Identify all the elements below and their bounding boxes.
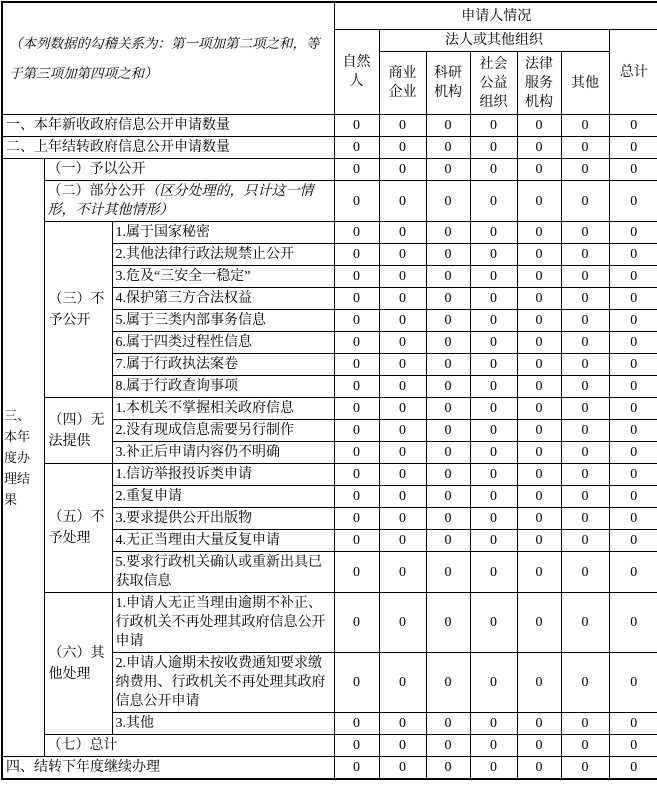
value-cell: 0 (426, 552, 470, 593)
value-cell: 0 (379, 181, 426, 222)
table-row (2, 593, 657, 653)
value-cell: 0 (609, 713, 657, 735)
row-label-process-info (112, 332, 334, 354)
value-cell: 0 (561, 376, 609, 398)
value-cell: 0 (426, 137, 470, 159)
value-cell: 0 (426, 332, 470, 354)
value-cell: 0 (334, 137, 379, 159)
value-cell: 0 (426, 442, 470, 464)
column-header-research-institution: 科研机构 (426, 52, 470, 115)
value-cell: 0 (517, 442, 561, 464)
column-header-total: 总计 (609, 30, 657, 115)
value-cell: 0 (517, 420, 561, 442)
value-cell: 0 (517, 354, 561, 376)
value-cell: 0 (426, 464, 470, 486)
table-row (2, 137, 657, 159)
value-cell: 0 (426, 115, 470, 137)
value-cell: 0 (379, 653, 426, 713)
row-label-disclosed (44, 159, 334, 181)
value-cell: 0 (470, 420, 517, 442)
value-cell: 0 (470, 530, 517, 552)
value-cell: 0 (334, 332, 379, 354)
row-label-text: （四）无法提供 (48, 412, 105, 449)
value-cell: 0 (470, 757, 517, 780)
value-cell: 0 (334, 115, 379, 137)
value-cell: 0 (470, 115, 517, 137)
column-header-public-welfare-org: 社会公益组织 (470, 52, 517, 115)
value-cell: 0 (517, 735, 561, 757)
value-cell: 0 (379, 266, 426, 288)
value-cell: 0 (379, 486, 426, 508)
row-label-text: （五）不予处理 (48, 510, 105, 546)
value-cell: 0 (561, 288, 609, 310)
value-cell: 0 (426, 653, 470, 713)
value-cell: 0 (426, 266, 470, 288)
row-label-internal-affairs (112, 310, 334, 332)
value-cell: 0 (609, 464, 657, 486)
value-cell: 0 (517, 593, 561, 653)
value-cell: 0 (561, 552, 609, 593)
value-cell: 0 (470, 159, 517, 181)
row-label-prohibited-by-law (112, 244, 334, 266)
value-cell: 0 (379, 159, 426, 181)
value-cell: 0 (379, 137, 426, 159)
value-cell: 0 (609, 244, 657, 266)
value-cell: 0 (470, 398, 517, 420)
value-cell: 0 (561, 137, 609, 159)
value-cell: 0 (334, 222, 379, 244)
value-cell: 0 (561, 115, 609, 137)
row-label-text: （三）不予公开 (48, 291, 105, 328)
row-label-text: 7.属于行政执法案卷 (115, 357, 238, 372)
value-cell: 0 (334, 508, 379, 530)
value-cell: 0 (470, 288, 517, 310)
subsection-other-handling-label (44, 593, 112, 735)
value-cell: 0 (334, 530, 379, 552)
row-label-text: 一、本年新收政府信息公开申请数量 (6, 118, 230, 133)
value-cell: 0 (517, 757, 561, 780)
column-header-commercial-enterprise: 商业企业 (379, 52, 426, 115)
table-header (2, 2, 657, 115)
value-cell: 0 (561, 222, 609, 244)
value-cell: 0 (426, 159, 470, 181)
row-label-admin-inquiry (112, 376, 334, 398)
row-label-text: 2.重复申请 (115, 489, 182, 504)
value-cell: 0 (426, 735, 470, 757)
value-cell: 0 (517, 376, 561, 398)
value-cell: 0 (334, 266, 379, 288)
value-cell: 0 (561, 266, 609, 288)
value-cell: 0 (426, 713, 470, 735)
table-row (2, 757, 657, 780)
value-cell: 0 (379, 115, 426, 137)
table-row (2, 398, 657, 420)
value-cell: 0 (609, 137, 657, 159)
row-label-enforcement-files (112, 354, 334, 376)
column-header-natural-person: 自然人 (334, 30, 379, 115)
value-cell: 0 (561, 593, 609, 653)
row-label-text: 4.保护第三方合法权益 (115, 291, 252, 306)
row-label-subtotal (44, 735, 334, 757)
value-cell: 0 (470, 266, 517, 288)
value-cell: 0 (561, 464, 609, 486)
row-label-text: 三、本年度办理结果 (4, 408, 31, 507)
value-cell: 0 (426, 420, 470, 442)
value-cell: 0 (334, 244, 379, 266)
value-cell: 0 (334, 464, 379, 486)
row-label-text: 6.属于四类过程性信息 (115, 335, 252, 350)
value-cell: 0 (561, 420, 609, 442)
table-row (2, 222, 657, 244)
value-cell: 0 (426, 310, 470, 332)
value-cell: 0 (334, 735, 379, 757)
row-label-text: 5.属于三类内部事务信息 (115, 313, 266, 328)
header-row-top (2, 2, 657, 30)
value-cell: 0 (470, 137, 517, 159)
value-cell: 0 (470, 593, 517, 653)
value-cell: 0 (609, 735, 657, 757)
value-cell: 0 (426, 508, 470, 530)
table-row (2, 735, 657, 757)
value-cell: 0 (561, 442, 609, 464)
value-cell: 0 (609, 593, 657, 653)
value-cell: 0 (379, 310, 426, 332)
value-cell: 0 (470, 552, 517, 593)
row-label-duplicate-request (112, 486, 334, 508)
row-label-text: 二、上年结转政府信息公开申请数量 (6, 140, 230, 155)
value-cell: 0 (517, 508, 561, 530)
value-cell: 0 (561, 310, 609, 332)
value-cell: 0 (379, 420, 426, 442)
value-cell: 0 (334, 398, 379, 420)
row-label-overdue-no-correction (112, 593, 334, 653)
table-body (2, 115, 657, 780)
value-cell: 0 (426, 757, 470, 780)
value-cell: 0 (426, 486, 470, 508)
value-cell: 0 (379, 354, 426, 376)
value-cell: 0 (517, 181, 561, 222)
value-cell: 0 (609, 159, 657, 181)
value-cell: 0 (379, 398, 426, 420)
value-cell: 0 (470, 735, 517, 757)
value-cell: 0 (609, 398, 657, 420)
row-label-text: 8.属于行政查询事项 (115, 379, 238, 394)
value-cell: 0 (470, 486, 517, 508)
value-cell: 0 (561, 713, 609, 735)
row-label-still-unclear (112, 442, 334, 464)
row-label-text: （二）部分公开 (47, 184, 146, 199)
value-cell: 0 (517, 552, 561, 593)
applicant-status-header: 申请人情况 (334, 2, 657, 30)
row-label-text: 2.没有现成信息需要另行制作 (115, 423, 294, 438)
value-cell: 0 (517, 486, 561, 508)
row-label-unpaid-fees (112, 653, 334, 713)
row-label-third-party-rights (112, 288, 334, 310)
row-label-other (112, 713, 334, 735)
value-cell: 0 (561, 398, 609, 420)
value-cell: 0 (609, 115, 657, 137)
row-label-reconfirm-info (112, 552, 334, 593)
value-cell: 0 (334, 757, 379, 780)
row-label-text: 3.补正后申请内容仍不明确 (115, 445, 280, 460)
row-label-text: 1.申请人无正当理由逾期不补正、行政机关不再处理其政府信息公开申请 (115, 596, 326, 649)
row-label-carried-over (2, 137, 334, 159)
value-cell: 0 (334, 552, 379, 593)
value-cell: 0 (609, 508, 657, 530)
value-cell: 0 (470, 508, 517, 530)
value-cell: 0 (426, 244, 470, 266)
row-label-note: （区分处理的，只计这一情形，不计其他情形） (47, 184, 314, 218)
row-label-petition-complaint (112, 464, 334, 486)
value-cell: 0 (561, 486, 609, 508)
value-cell: 0 (426, 354, 470, 376)
value-cell: 0 (517, 137, 561, 159)
value-cell: 0 (561, 508, 609, 530)
value-cell: 0 (609, 757, 657, 780)
value-cell: 0 (379, 593, 426, 653)
row-label-text: 2.其他法律行政法规禁止公开 (115, 247, 294, 262)
value-cell: 0 (517, 653, 561, 713)
row-label-carry-to-next-year (2, 757, 334, 780)
value-cell: 0 (379, 222, 426, 244)
value-cell: 0 (379, 288, 426, 310)
value-cell: 0 (517, 159, 561, 181)
column-header-other-org: 其他 (561, 52, 609, 115)
value-cell: 0 (609, 420, 657, 442)
value-cell: 0 (609, 266, 657, 288)
column-header-legal-service-institution: 法律服务机构 (517, 52, 561, 115)
table-row (2, 115, 657, 137)
row-label-endanger-safety (112, 266, 334, 288)
row-label-new-requests (2, 115, 334, 137)
value-cell: 0 (561, 735, 609, 757)
value-cell: 0 (470, 244, 517, 266)
row-label-repeated-requests (112, 530, 334, 552)
value-cell: 0 (379, 332, 426, 354)
subsection-unable-to-provide-label (44, 398, 112, 464)
value-cell: 0 (470, 464, 517, 486)
value-cell: 0 (334, 713, 379, 735)
value-cell: 0 (609, 288, 657, 310)
value-cell: 0 (517, 332, 561, 354)
row-label-text: 3.要求提供公开出版物 (115, 511, 252, 526)
value-cell: 0 (561, 530, 609, 552)
column-header-legal-org: 法人或其他组织 (379, 30, 609, 52)
value-cell: 0 (334, 181, 379, 222)
value-cell: 0 (517, 713, 561, 735)
value-cell: 0 (334, 593, 379, 653)
value-cell: 0 (561, 244, 609, 266)
value-cell: 0 (517, 222, 561, 244)
row-label-text: （七）总计 (47, 738, 118, 753)
value-cell: 0 (609, 222, 657, 244)
value-cell: 0 (470, 222, 517, 244)
value-cell: 0 (379, 530, 426, 552)
value-cell: 0 (517, 530, 561, 552)
row-label-text: （六）其他处理 (48, 645, 105, 682)
value-cell: 0 (426, 593, 470, 653)
value-cell: 0 (517, 244, 561, 266)
value-cell: 0 (426, 222, 470, 244)
value-cell: 0 (379, 508, 426, 530)
value-cell: 0 (470, 310, 517, 332)
value-cell: 0 (609, 552, 657, 593)
value-cell: 0 (379, 757, 426, 780)
value-cell: 0 (470, 653, 517, 713)
value-cell: 0 (426, 181, 470, 222)
value-cell: 0 (334, 376, 379, 398)
table-row (2, 181, 657, 222)
value-cell: 0 (561, 332, 609, 354)
value-cell: 0 (334, 288, 379, 310)
value-cell: 0 (334, 486, 379, 508)
value-cell: 0 (470, 442, 517, 464)
value-cell: 0 (517, 115, 561, 137)
value-cell: 0 (334, 310, 379, 332)
value-cell: 0 (379, 713, 426, 735)
value-cell: 0 (517, 464, 561, 486)
value-cell: 0 (609, 442, 657, 464)
value-cell: 0 (561, 653, 609, 713)
value-cell: 0 (561, 354, 609, 376)
value-cell: 0 (470, 181, 517, 222)
value-cell: 0 (609, 530, 657, 552)
value-cell: 0 (334, 159, 379, 181)
row-label-text: 1.信访举报投诉类申请 (115, 467, 252, 482)
section-annual-results-label (2, 159, 44, 757)
subsection-not-processed-label (44, 464, 112, 593)
value-cell: 0 (561, 181, 609, 222)
value-cell: 0 (609, 332, 657, 354)
value-cell: 0 (379, 244, 426, 266)
value-cell: 0 (561, 159, 609, 181)
value-cell: 0 (609, 376, 657, 398)
value-cell: 0 (426, 530, 470, 552)
value-cell: 0 (334, 354, 379, 376)
value-cell: 0 (517, 266, 561, 288)
value-cell: 0 (334, 420, 379, 442)
value-cell: 0 (517, 310, 561, 332)
value-cell: 0 (426, 398, 470, 420)
value-cell: 0 (470, 376, 517, 398)
subsection-not-disclosed-label (44, 222, 112, 398)
value-cell: 0 (379, 442, 426, 464)
value-cell: 0 (426, 288, 470, 310)
disclosure-statistics-table (1, 1, 657, 780)
value-cell: 0 (470, 354, 517, 376)
value-cell: 0 (470, 713, 517, 735)
value-cell: 0 (379, 376, 426, 398)
table-row (2, 464, 657, 486)
row-label-text: 1.本机关不掌握相关政府信息 (115, 401, 294, 416)
row-label-text: 四、结转下年度继续办理 (6, 760, 160, 775)
value-cell: 0 (334, 653, 379, 713)
row-label-text: 5.要求行政机关确认或重新出具已获取信息 (115, 555, 322, 589)
row-label-text: 4.无正当理由大量反复申请 (115, 533, 280, 548)
row-label-text: 3.其他 (115, 716, 154, 731)
value-cell: 0 (609, 310, 657, 332)
value-cell: 0 (517, 398, 561, 420)
row-label-text: （一）予以公开 (47, 162, 146, 177)
row-label-not-held (112, 398, 334, 420)
value-cell: 0 (609, 181, 657, 222)
row-label-text: 3.危及“三安全一稳定” (115, 269, 251, 284)
row-label-state-secret (112, 222, 334, 244)
row-label-text: 2.申请人逾期未按收费通知要求缴纳费用、行政机关不再处理其政府信息公开申请 (115, 656, 326, 709)
row-label-partially-disclosed (44, 181, 334, 222)
table-row (2, 159, 657, 181)
value-cell: 0 (609, 486, 657, 508)
value-cell: 0 (379, 464, 426, 486)
value-cell: 0 (517, 288, 561, 310)
value-cell: 0 (379, 552, 426, 593)
row-label-needs-production (112, 420, 334, 442)
value-cell: 0 (426, 376, 470, 398)
value-cell: 0 (561, 757, 609, 780)
value-cell: 0 (609, 354, 657, 376)
value-cell: 0 (334, 442, 379, 464)
value-cell: 0 (470, 332, 517, 354)
row-label-public-publications (112, 508, 334, 530)
reconciliation-note: （本列数据的勾稽关系为：第一项加第二项之和，等于第三项加第四项之和） (2, 2, 334, 115)
row-label-text: 1.属于国家秘密 (115, 225, 210, 240)
value-cell: 0 (379, 735, 426, 757)
value-cell: 0 (609, 653, 657, 713)
